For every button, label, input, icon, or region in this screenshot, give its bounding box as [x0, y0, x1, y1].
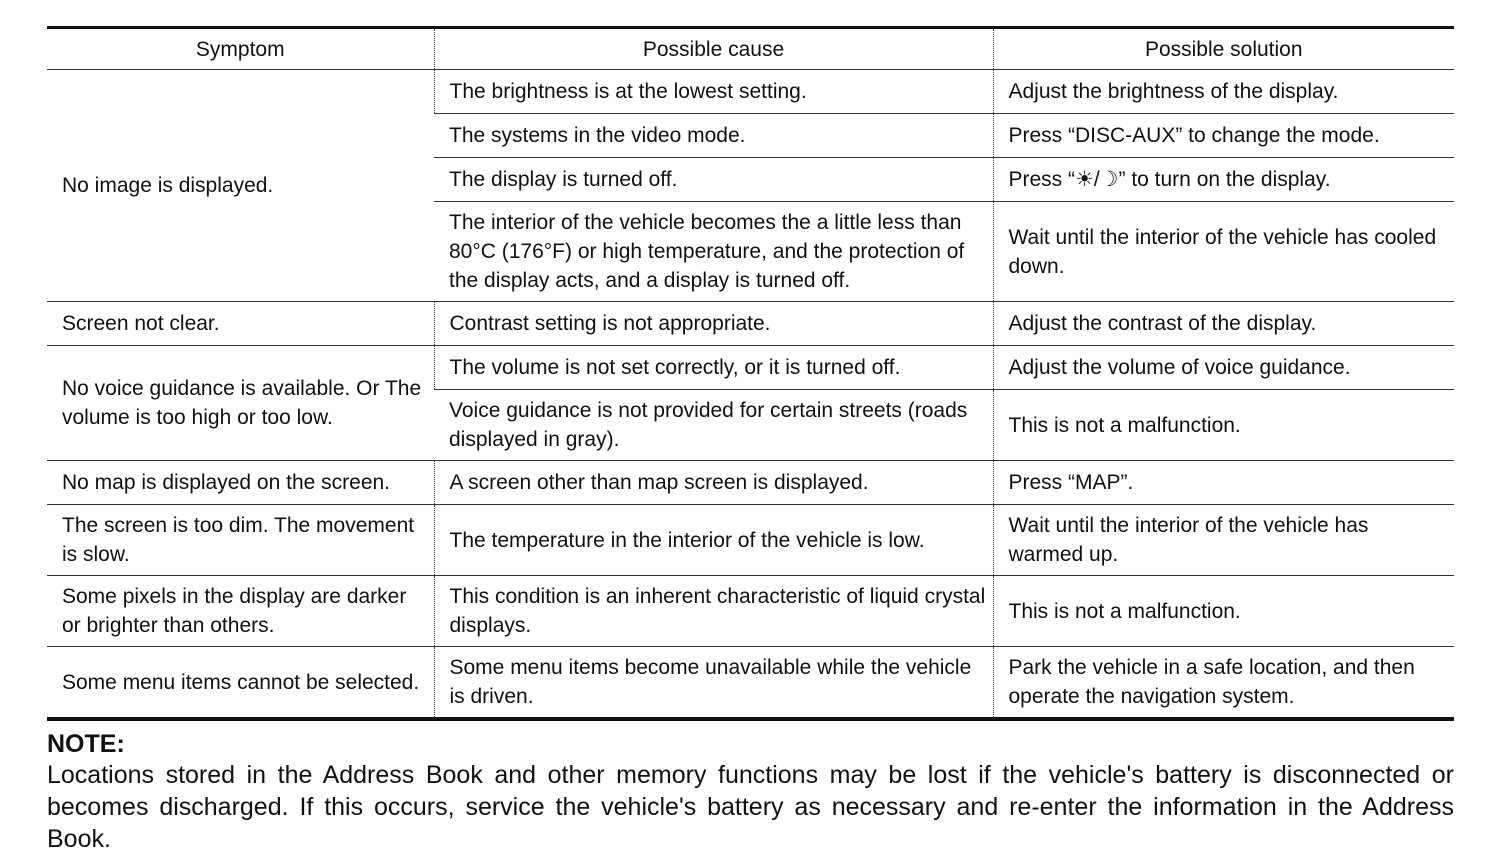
cause-cell: The brightness is at the lowest setting.: [434, 70, 993, 114]
symptom-cell: No image is displayed.: [47, 70, 434, 302]
solution-cell: Park the vehicle in a safe location, and then operate the navigation system.: [993, 647, 1454, 720]
cause-cell: The volume is not set correctly, or it is turned off.: [434, 346, 993, 390]
symptom-cell: No voice guidance is available. Or The volume is too high or too low.: [47, 346, 434, 461]
table-row: [47, 576, 1454, 647]
solution-cell: Adjust the brightness of the display.: [993, 70, 1454, 114]
cause-cell: The interior of the vehicle becomes the a little less than 80°C (176°F) or high temperature, and the protection of the display acts, and a display is turned off.: [434, 202, 993, 302]
solution-cell: Adjust the volume of voice guidance.: [993, 346, 1454, 390]
header-possible-solution: Possible solution: [993, 28, 1454, 70]
cause-cell: This condition is an inherent characteristic of liquid crystal displays.: [434, 576, 993, 647]
note-title: NOTE:: [47, 730, 125, 758]
cause-cell: The temperature in the interior of the vehicle is low.: [434, 505, 993, 576]
table-row: [47, 302, 1454, 346]
cause-cell: A screen other than map screen is displayed.: [434, 461, 993, 505]
cause-cell: Contrast setting is not appropriate.: [434, 302, 993, 346]
document: [47, 26, 1454, 855]
solution-cell: Press “MAP”.: [993, 461, 1454, 505]
solution-cell: Press “DISC-AUX” to change the mode.: [993, 114, 1454, 158]
solution-cell: Adjust the contrast of the display.: [993, 302, 1454, 346]
solution-cell: Press “☀/☽” to turn on the display.: [993, 158, 1454, 202]
symptom-cell: Screen not clear.: [47, 302, 434, 346]
table-row: [47, 70, 1454, 114]
cause-cell: The display is turned off.: [434, 158, 993, 202]
table-row: [47, 461, 1454, 505]
solution-cell: This is not a malfunction.: [993, 576, 1454, 647]
symptom-cell: No map is displayed on the screen.: [47, 461, 434, 505]
note-text: Locations stored in the Address Book and other memory functions may be lost if the vehicle's battery is disconnected or becomes discharged. If this occurs, service the vehicle's battery as necessary and re-enter the information in the Address Book.: [47, 761, 1454, 853]
cause-cell: The systems in the video mode.: [434, 114, 993, 158]
cause-cell: Voice guidance is not provided for certain streets (roads displayed in gray).: [434, 390, 993, 461]
troubleshooting-table: [47, 26, 1454, 721]
solution-cell: This is not a malfunction.: [993, 390, 1454, 461]
note-section: [47, 729, 1454, 855]
symptom-cell: The screen is too dim. The movement is slow.: [47, 505, 434, 576]
cause-cell: Some menu items become unavailable while the vehicle is driven.: [434, 647, 993, 720]
solution-cell: Wait until the interior of the vehicle has cooled down.: [993, 202, 1454, 302]
table-header-row: [47, 28, 1454, 70]
table-row: [47, 505, 1454, 576]
table-row: [47, 346, 1454, 390]
header-symptom: Symptom: [47, 28, 434, 70]
header-possible-cause: Possible cause: [434, 28, 993, 70]
symptom-cell: Some menu items cannot be selected.: [47, 647, 434, 720]
solution-cell: Wait until the interior of the vehicle has warmed up.: [993, 505, 1454, 576]
symptom-cell: Some pixels in the display are darker or brighter than others.: [47, 576, 434, 647]
table-row: [47, 647, 1454, 720]
